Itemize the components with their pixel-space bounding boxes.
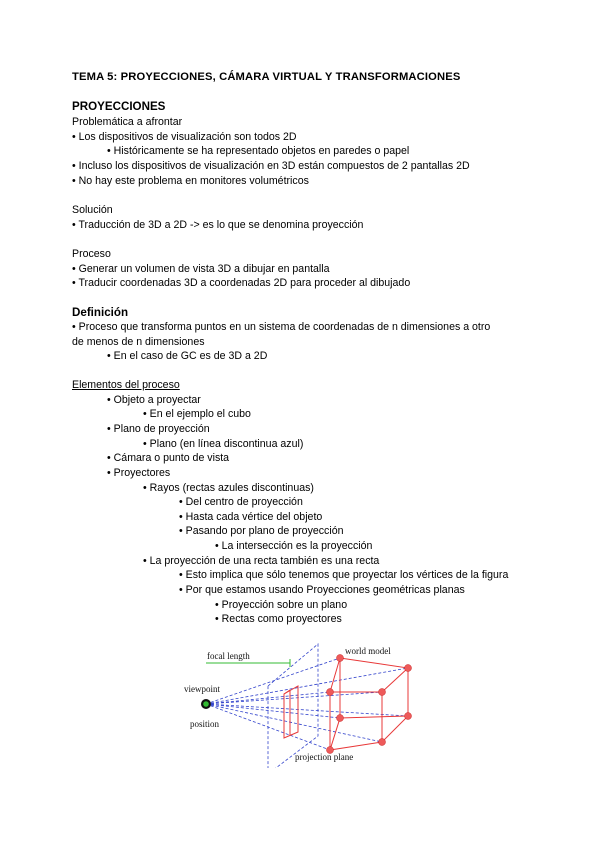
position-label: position	[190, 719, 220, 729]
elementos-item: • Rectas como proyectores	[215, 613, 342, 625]
viewpoint-label: viewpoint	[184, 684, 220, 694]
section-heading-proyecciones: PROYECCIONES	[72, 100, 166, 113]
elementos-item: • Proyectores	[107, 467, 171, 479]
problematica-item: • No hay este problema en monitores volumétricos	[72, 175, 309, 187]
proceso-item: • Generar un volumen de vista 3D a dibujar en pantalla	[72, 263, 330, 275]
page-title: TEMA 5: PROYECCIONES, CÁMARA VIRTUAL Y TRANSFORMACIONES	[72, 71, 461, 83]
elementos-item: • Del centro de proyección	[179, 496, 303, 508]
problematica-label: Problemática a afrontar	[72, 116, 183, 128]
elementos-heading: Elementos del proceso	[72, 379, 180, 391]
elementos-item: • La proyección de una recta también es una recta	[143, 555, 380, 567]
definicion-line: de menos de n dimensiones	[72, 336, 205, 348]
elementos-item: • La intersección es la proyección	[215, 540, 373, 552]
viewpoint-center	[203, 701, 209, 707]
elementos-item: • Cámara o punto de vista	[107, 452, 230, 464]
elementos-item: • Esto implica que sólo tenemos que proyectar los vértices de la figura	[179, 569, 509, 581]
definicion-line: • Proceso que transforma puntos en un sistema de coordenadas de n dimensiones a otro	[72, 321, 491, 333]
world-model-label: world model	[345, 646, 391, 656]
elementos-item: • Por que estamos usando Proyecciones geométricas planas	[179, 584, 465, 596]
proceso-item: • Traducir coordenadas 3D a coordenadas 2D para proceder al dibujado	[72, 277, 411, 289]
elementos-item: • Plano de proyección	[107, 423, 210, 435]
problematica-item: • Incluso los dispositivos de visualización en 3D están compuestos de 2 pantallas 2D	[72, 160, 470, 172]
elementos-item: • Objeto a proyectar	[107, 394, 201, 406]
projection-rays	[206, 658, 408, 750]
world-cube	[330, 658, 408, 750]
elementos-item: • Rayos (rectas azules discontinuas)	[143, 482, 314, 494]
elementos-item: • Hasta cada vértice del objeto	[179, 511, 323, 523]
elementos-item: • Proyección sobre un plano	[215, 599, 348, 611]
solucion-label: Solución	[72, 204, 113, 216]
proceso-label: Proceso	[72, 248, 111, 260]
definicion-heading: Definición	[72, 306, 129, 319]
elementos-item: • Pasando por plano de proyección	[179, 525, 344, 537]
problematica-subitem: • Históricamente se ha representado objetos en paredes o papel	[107, 145, 410, 157]
problematica-item: • Los dispositivos de visualización son todos 2D	[72, 131, 297, 143]
projection-plane-label: projection plane	[295, 752, 354, 762]
focal-length-label: focal length	[207, 651, 250, 661]
solucion-item: • Traducción de 3D a 2D -> es lo que se denomina proyección	[72, 219, 364, 231]
elementos-item: • Plano (en línea discontinua azul)	[143, 438, 304, 450]
definicion-subitem: • En el caso de GC es de 3D a 2D	[107, 350, 268, 362]
projection-diagram	[180, 638, 430, 768]
elementos-item: • En el ejemplo el cubo	[143, 408, 251, 420]
